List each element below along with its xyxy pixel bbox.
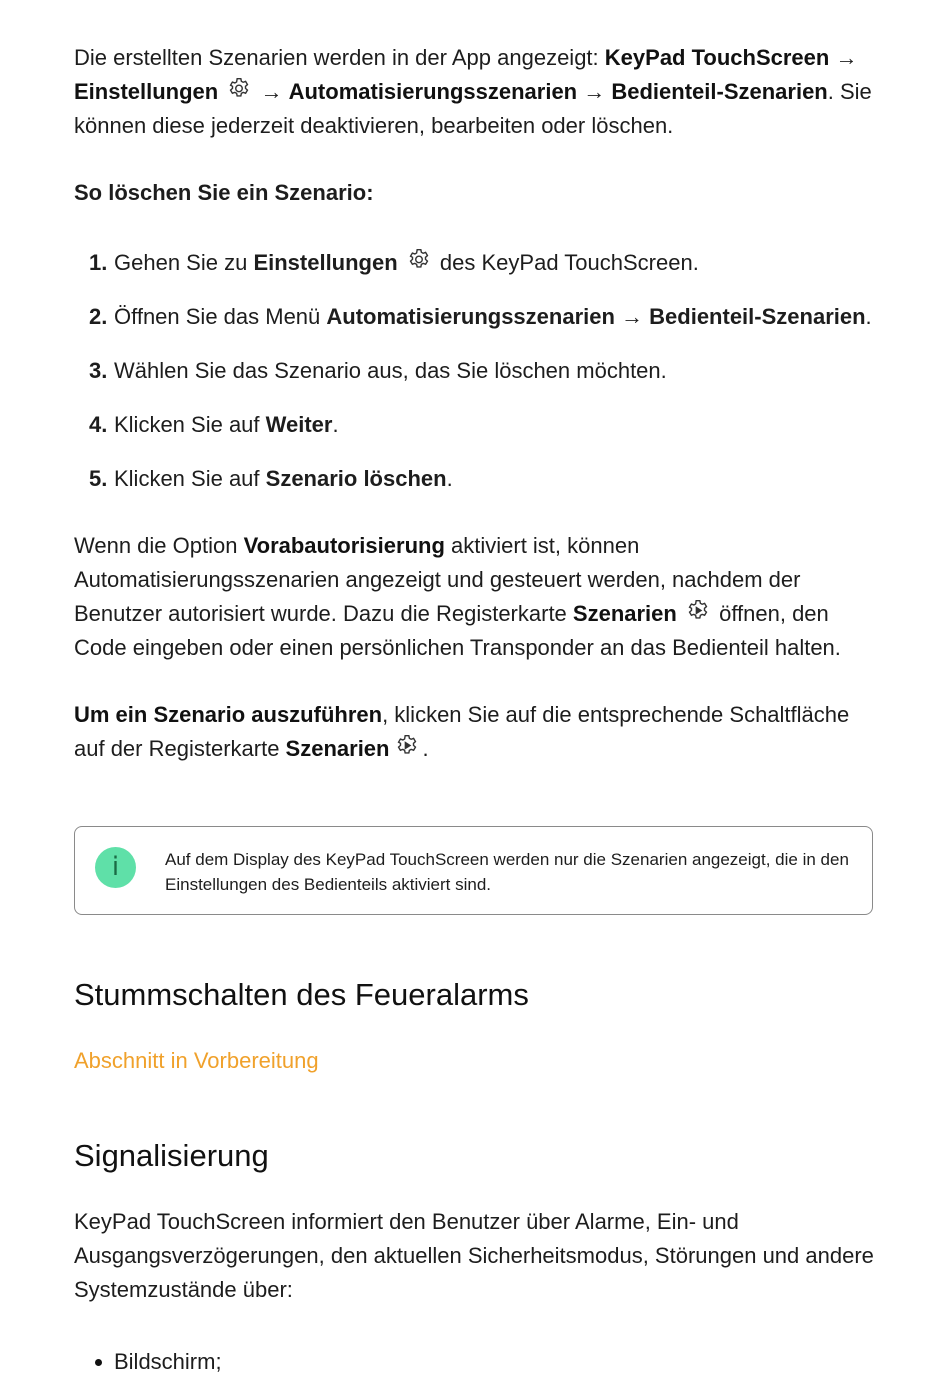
info-icon: i: [95, 847, 136, 888]
step-text-end: des KeyPad TouchScreen.: [433, 250, 699, 275]
signalling-paragraph: KeyPad TouchScreen informiert den Benutzer über Alarme, Ein- und Ausgangsverzögerungen, den aktuellen Sicherheitsmodus, Störungen und andere Systemzustände über:: [74, 1209, 874, 1302]
arrow: →: [254, 79, 289, 104]
gear-icon: [226, 76, 252, 102]
arrow: →: [577, 79, 612, 104]
list-item: [74, 246, 874, 300]
step-number: 2.: [89, 304, 108, 329]
list-item: [74, 462, 874, 516]
intro-text: Die erstellten Szenarien werden in der App angezeigt:: [74, 45, 605, 70]
run-bold-scenarios: Szenarien: [285, 736, 390, 761]
step-text: Klicken Sie auf: [114, 412, 266, 437]
scenario-play-icon: [394, 733, 420, 759]
arrow: →: [829, 45, 858, 70]
step-bold: Automatisierungsszenarien → Bedienteil-Szenarien: [326, 304, 866, 329]
scenario-play-icon: [685, 598, 711, 624]
step-text: Gehen Sie zu: [114, 250, 254, 275]
list-item: [74, 300, 874, 354]
gear-icon: [406, 247, 432, 273]
step-bold: Weiter: [265, 412, 333, 437]
delete-steps-list: [74, 246, 874, 516]
run-paragraph: [74, 698, 874, 766]
step-bold: Einstellungen: [253, 250, 398, 275]
intro-bold-settings: Einstellungen: [74, 79, 219, 104]
in-preparation-link[interactable]: Abschnitt in Vorbereitung: [74, 1048, 319, 1073]
intro-bold-automation: Automatisierungsszenarien: [288, 79, 578, 104]
step-bold: Szenario löschen: [265, 466, 447, 491]
preauth-bold: Vorabautorisierung: [243, 533, 445, 558]
step-text: Öffnen Sie das Menü: [114, 304, 327, 329]
preauth-paragraph: [74, 529, 874, 665]
step-number: 3.: [89, 358, 108, 383]
delete-heading: So löschen Sie ein Szenario:: [74, 180, 374, 205]
preauth-text: Wenn die Option: [74, 533, 244, 558]
step-number: 5.: [89, 466, 108, 491]
section-title-fire-alarm: Stummschalten des Feueralarms: [74, 977, 529, 1012]
preauth-bold-scenarios: Szenarien: [572, 601, 677, 626]
in-preparation-link-wrap: [74, 1044, 319, 1078]
step-number: 1.: [89, 250, 108, 275]
preauth-text-2: aktiviert ist, können Automatisierungsszenarien angezeigt und gesteuert werden, nachdem der Benutzer autorisiert wurde. Dazu die Registerkarte: [74, 533, 801, 626]
list-item: [74, 408, 874, 462]
step-text: Wählen Sie das Szenario aus, das Sie löschen möchten.: [114, 358, 667, 383]
step-text: Klicken Sie auf: [114, 466, 266, 491]
run-text: , klicken Sie auf die entsprechende Schaltfläche auf der Registerkarte: [74, 702, 850, 761]
intro-bold-keypad-scenarios: Bedienteil-Szenarien: [611, 79, 828, 104]
preauth-text-3: öffnen, den Code eingeben oder einen persönlichen Transponder an das Bedienteil halten.: [74, 601, 841, 660]
intro-text-end: . Sie können diese jederzeit deaktivieren, bearbeiten oder löschen.: [74, 79, 872, 138]
list-item: [74, 354, 874, 408]
step-number: 4.: [89, 412, 108, 437]
step-text-end: .: [332, 412, 339, 437]
section-title-signalling: Signalisierung: [74, 1138, 269, 1173]
intro-paragraph: [74, 41, 874, 143]
intro-bold-keypad: KeyPad TouchScreen: [604, 45, 830, 70]
run-text-end: .: [422, 736, 429, 761]
step-text-end: .: [865, 304, 872, 329]
list-item: Bildschirm;: [74, 1345, 874, 1379]
info-note: [74, 826, 873, 915]
signalling-bullet-list: [74, 1345, 874, 1379]
run-bold: Um ein Szenario auszuführen: [74, 702, 383, 727]
info-note-text: Auf dem Display des KeyPad TouchScreen werden nur die Szenarien angezeigt, die in den Einstellungen des Bedienteils aktiviert sind.: [165, 850, 849, 894]
step-text-end: .: [446, 466, 453, 491]
